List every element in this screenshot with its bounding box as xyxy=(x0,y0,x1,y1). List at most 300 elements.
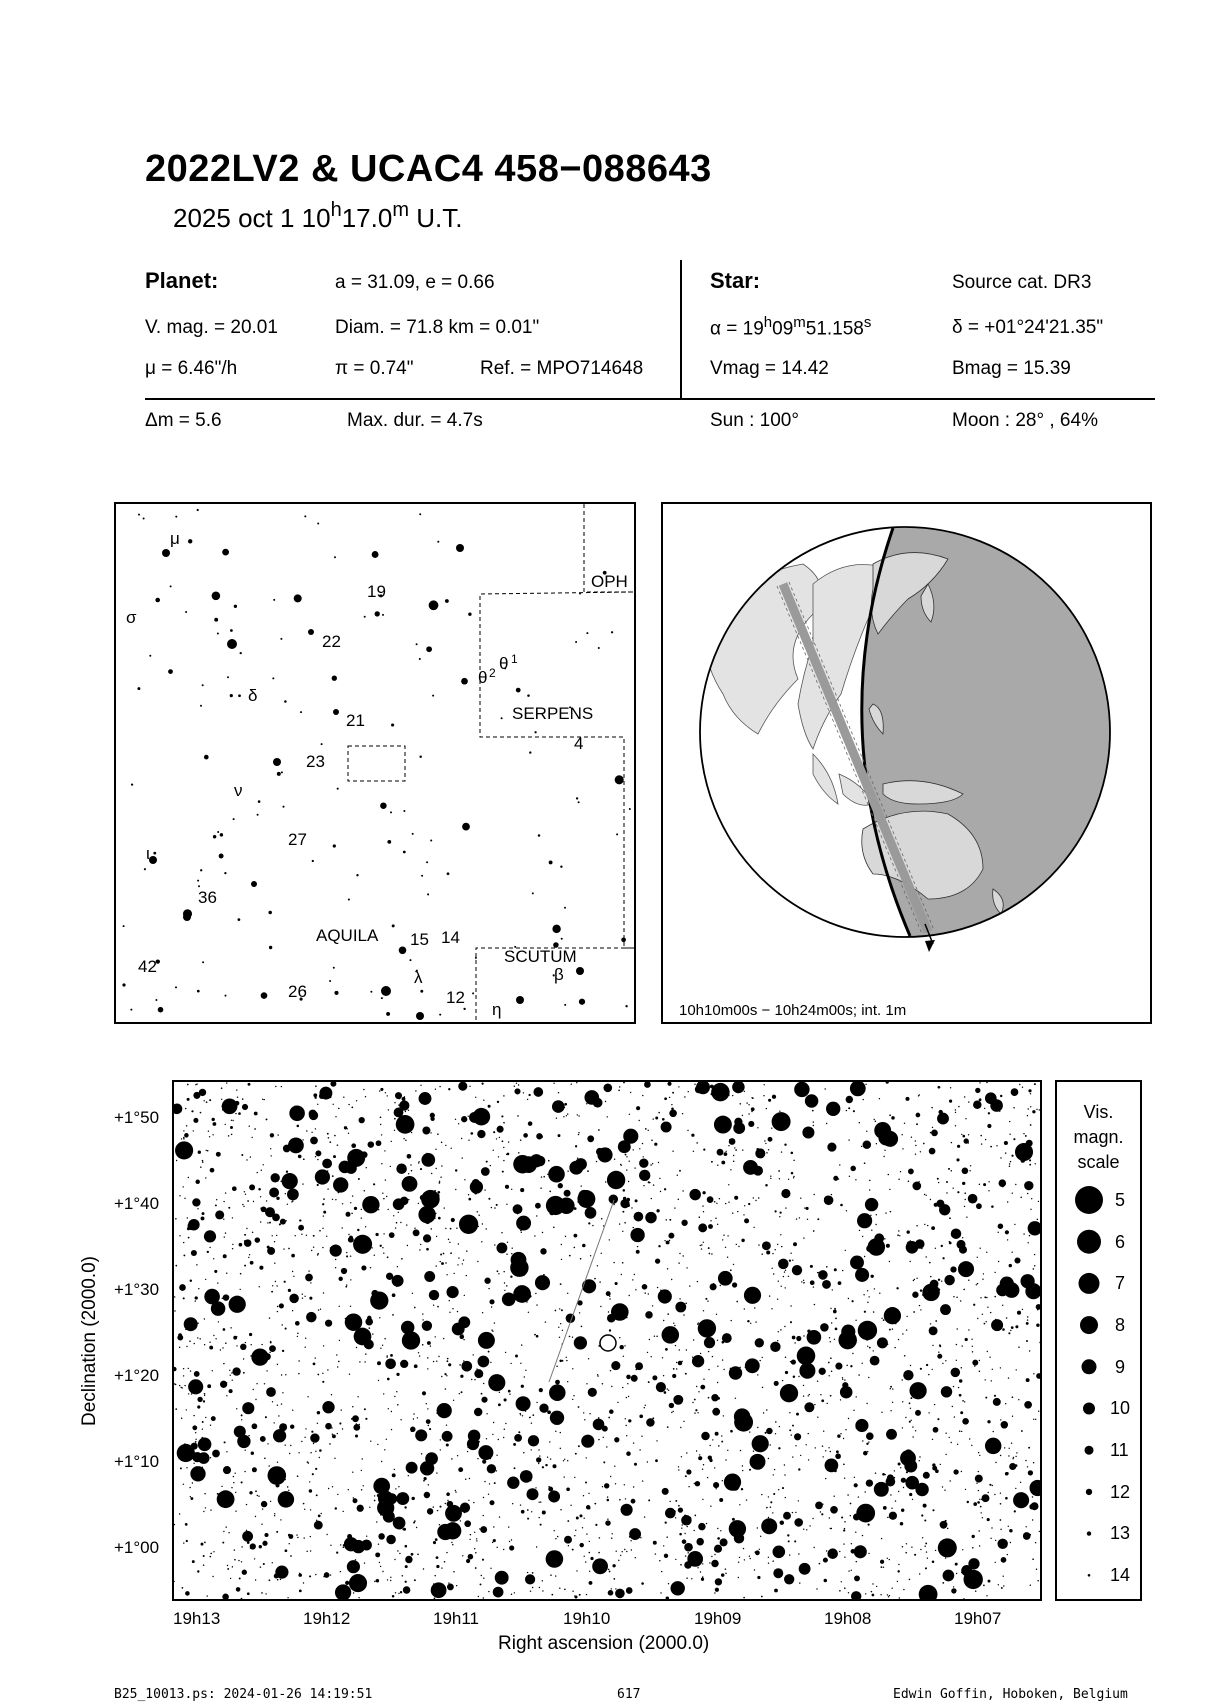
field-star xyxy=(962,1549,963,1550)
field-star xyxy=(686,1577,688,1579)
field-star xyxy=(357,1396,358,1397)
field-star xyxy=(460,1375,463,1378)
field-star xyxy=(679,1253,680,1254)
y-tick-1-00: +1°00 xyxy=(114,1538,160,1557)
field-star xyxy=(963,1135,966,1138)
field-star xyxy=(212,1370,213,1371)
field-star xyxy=(708,1351,709,1352)
field-star xyxy=(892,1328,893,1329)
field-star xyxy=(374,1581,376,1583)
field-star xyxy=(666,1536,668,1538)
field-star xyxy=(850,1256,864,1270)
field-star xyxy=(395,1592,396,1593)
field-star xyxy=(284,1281,286,1283)
field-star xyxy=(859,1273,860,1274)
field-star xyxy=(555,1310,557,1312)
field-star xyxy=(270,1133,274,1137)
field-star xyxy=(541,1176,542,1177)
finder-star xyxy=(273,599,275,601)
field-star xyxy=(535,1156,546,1167)
field-star xyxy=(590,1557,593,1560)
field-star xyxy=(937,1291,938,1292)
field-star xyxy=(252,1423,258,1429)
field-star xyxy=(687,1130,688,1131)
field-star xyxy=(552,1464,556,1468)
field-star xyxy=(581,1326,583,1328)
field-star xyxy=(651,1356,652,1357)
field-star xyxy=(765,1143,766,1144)
field-star xyxy=(654,1143,657,1146)
field-star xyxy=(902,1427,903,1428)
field-star xyxy=(280,1181,282,1183)
field-star xyxy=(279,1303,284,1308)
field-star xyxy=(784,1386,794,1396)
field-star xyxy=(520,1413,521,1414)
field-star xyxy=(481,1393,483,1395)
field-star xyxy=(576,1517,579,1520)
field-star xyxy=(694,1084,695,1085)
field-star xyxy=(241,1481,243,1483)
field-star xyxy=(399,1553,400,1554)
field-star xyxy=(285,1445,286,1446)
field-star xyxy=(623,1082,625,1083)
field-star xyxy=(539,1587,540,1588)
field-star xyxy=(413,1418,414,1419)
field-star xyxy=(733,1086,734,1087)
field-star xyxy=(777,1299,778,1300)
field-star xyxy=(760,1360,761,1361)
field-star xyxy=(222,1594,229,1599)
field-star xyxy=(582,1279,596,1293)
field-star xyxy=(395,1227,396,1228)
field-star xyxy=(1007,1554,1008,1555)
field-star xyxy=(971,1339,972,1340)
field-star xyxy=(455,1189,456,1190)
star-ra xyxy=(710,314,871,340)
field-star xyxy=(668,1583,669,1584)
legend-mag-8: 8 xyxy=(1115,1315,1126,1335)
field-star xyxy=(534,1235,535,1236)
field-star xyxy=(190,1279,192,1281)
field-star xyxy=(542,1590,543,1591)
field-star xyxy=(613,1578,615,1580)
field-star xyxy=(222,1098,238,1114)
field-star xyxy=(856,1396,857,1397)
field-star xyxy=(689,1285,690,1286)
field-star xyxy=(274,1241,275,1242)
field-star xyxy=(789,1412,790,1413)
field-star xyxy=(353,1497,354,1498)
field-star xyxy=(474,1369,483,1378)
field-star xyxy=(201,1216,205,1220)
field-star xyxy=(877,1337,888,1348)
field-star xyxy=(289,1106,305,1122)
field-star xyxy=(225,1526,226,1527)
field-star xyxy=(744,1205,745,1206)
field-star xyxy=(245,1342,246,1343)
field-star xyxy=(909,1579,911,1581)
field-star xyxy=(335,1584,351,1599)
field-star xyxy=(315,1468,317,1470)
field-star xyxy=(784,1574,794,1584)
field-star xyxy=(342,1428,343,1429)
field-star xyxy=(232,1120,233,1121)
field-star xyxy=(826,1102,840,1116)
field-star xyxy=(645,1311,652,1318)
field-star xyxy=(803,1280,804,1281)
field-star xyxy=(730,1169,731,1170)
field-star xyxy=(555,1431,556,1432)
field-star xyxy=(441,1376,442,1377)
field-star xyxy=(252,1232,253,1233)
field-star xyxy=(480,1583,482,1585)
field-star xyxy=(244,1234,246,1236)
field-star xyxy=(916,1123,918,1125)
field-star xyxy=(896,1287,898,1289)
field-star xyxy=(626,1425,627,1426)
field-star xyxy=(983,1273,984,1274)
field-star xyxy=(435,1265,436,1266)
field-star xyxy=(923,1143,925,1145)
field-star xyxy=(703,1242,704,1243)
field-star xyxy=(626,1551,627,1552)
field-star xyxy=(228,1532,229,1533)
field-star xyxy=(542,1511,546,1515)
field-star xyxy=(260,1207,262,1209)
field-star xyxy=(280,1496,282,1498)
field-star xyxy=(298,1225,304,1231)
field-star xyxy=(618,1089,620,1091)
field-star xyxy=(174,1296,175,1297)
field-star xyxy=(367,1316,371,1320)
label-27: 27 xyxy=(288,830,307,849)
field-star xyxy=(1026,1378,1030,1382)
field-star xyxy=(700,1245,701,1246)
field-star xyxy=(278,1134,279,1135)
field-star xyxy=(809,1394,810,1395)
field-star xyxy=(774,1381,779,1386)
field-star xyxy=(1034,1254,1035,1255)
field-star xyxy=(749,1469,751,1471)
field-star xyxy=(339,1422,341,1424)
field-star xyxy=(714,1592,715,1593)
field-star xyxy=(825,1478,826,1479)
field-star xyxy=(852,1300,854,1302)
field-star xyxy=(359,1424,360,1425)
field-star xyxy=(309,1110,317,1118)
field-star xyxy=(572,1337,573,1338)
field-star xyxy=(626,1156,627,1157)
field-star xyxy=(197,1570,199,1572)
field-star xyxy=(748,1104,749,1105)
field-star xyxy=(951,1442,952,1443)
field-star xyxy=(195,1441,197,1443)
field-star xyxy=(658,1245,660,1247)
field-star xyxy=(405,1581,407,1583)
finder-star xyxy=(390,811,392,813)
field-star xyxy=(592,1558,608,1574)
field-star xyxy=(316,1494,318,1496)
field-star xyxy=(779,1216,780,1217)
field-star xyxy=(707,1477,708,1478)
field-star xyxy=(755,1551,757,1553)
field-star xyxy=(190,1466,205,1481)
field-star xyxy=(901,1478,906,1483)
field-star xyxy=(652,1214,653,1215)
field-star xyxy=(471,1379,472,1380)
field-star xyxy=(634,1463,637,1466)
field-star xyxy=(988,1580,991,1583)
legend-dot xyxy=(1085,1446,1094,1455)
field-star xyxy=(899,1235,900,1236)
field-star xyxy=(737,1211,738,1212)
field-star xyxy=(521,1344,522,1345)
finder-star xyxy=(437,541,439,543)
field-star xyxy=(603,1461,605,1463)
field-star xyxy=(1026,1322,1029,1325)
field-star xyxy=(244,1191,245,1192)
field-star xyxy=(977,1501,980,1504)
field-star xyxy=(584,1518,585,1519)
field-star xyxy=(558,1198,574,1214)
constellation-serpens: SERPENS xyxy=(512,704,594,723)
field-star xyxy=(260,1355,262,1357)
field-star xyxy=(826,1123,827,1124)
field-star xyxy=(315,1150,321,1156)
field-star xyxy=(1023,1233,1024,1234)
field-star xyxy=(640,1537,641,1538)
field-star xyxy=(915,1410,921,1416)
field-star xyxy=(448,1088,450,1090)
field-star xyxy=(653,1541,657,1545)
finder-chart xyxy=(114,502,636,1024)
field-star xyxy=(578,1134,579,1135)
field-star xyxy=(440,1439,441,1440)
field-star xyxy=(566,1360,567,1361)
field-star xyxy=(527,1099,528,1100)
field-star xyxy=(195,1300,196,1301)
field-star xyxy=(1025,1135,1027,1137)
field-star xyxy=(310,1536,311,1537)
field-star xyxy=(228,1207,230,1209)
field-star xyxy=(644,1082,651,1088)
field-star xyxy=(779,1111,780,1112)
field-star xyxy=(1038,1201,1039,1202)
field-star xyxy=(426,1403,427,1404)
field-star xyxy=(817,1417,818,1418)
field-star xyxy=(200,1166,202,1168)
field-star xyxy=(744,1559,745,1560)
field-star xyxy=(913,1311,915,1313)
field-star xyxy=(1028,1242,1029,1243)
field-star xyxy=(739,1557,740,1558)
field-star xyxy=(204,1393,206,1395)
field-star xyxy=(322,1203,324,1205)
field-star xyxy=(770,1429,771,1430)
finder-star xyxy=(598,647,600,649)
field-star xyxy=(957,1145,960,1148)
field-star xyxy=(752,1435,769,1452)
field-star xyxy=(981,1143,982,1144)
field-star xyxy=(405,1545,408,1548)
field-star xyxy=(282,1324,283,1325)
field-star xyxy=(980,1297,981,1298)
field-star xyxy=(316,1117,317,1118)
field-star xyxy=(666,1596,669,1599)
field-star xyxy=(919,1460,920,1461)
field-star xyxy=(609,1329,611,1331)
field-star xyxy=(883,1506,887,1510)
field-star xyxy=(808,1433,809,1434)
field-star xyxy=(1027,1466,1028,1467)
field-star xyxy=(1024,1401,1032,1409)
field-star xyxy=(427,1341,431,1345)
field-star xyxy=(338,1361,340,1363)
field-star xyxy=(478,1356,490,1368)
field-star xyxy=(385,1179,386,1180)
field-star xyxy=(459,1215,478,1234)
field-star xyxy=(708,1247,710,1249)
field-star xyxy=(260,1436,266,1442)
field-star xyxy=(742,1465,743,1466)
field-star xyxy=(858,1374,860,1376)
field-star xyxy=(702,1499,703,1500)
field-star xyxy=(560,1448,561,1449)
field-star xyxy=(227,1568,229,1570)
field-star xyxy=(930,1323,931,1324)
field-star xyxy=(718,1445,720,1447)
field-star xyxy=(618,1560,619,1561)
field-star xyxy=(1030,1093,1031,1094)
field-star xyxy=(968,1134,969,1135)
field-star xyxy=(536,1335,539,1338)
field-star xyxy=(305,1428,306,1429)
field-star xyxy=(782,1487,784,1489)
field-star xyxy=(595,1524,597,1526)
field-star xyxy=(844,1587,846,1589)
field-star xyxy=(282,1173,298,1189)
field-star xyxy=(560,1283,562,1285)
field-star xyxy=(400,1360,408,1368)
field-star xyxy=(576,1570,577,1571)
field-star xyxy=(214,1301,215,1302)
field-star xyxy=(754,1307,755,1308)
field-star xyxy=(204,1542,206,1544)
field-star xyxy=(272,1235,273,1236)
star-field xyxy=(172,1080,1042,1601)
field-star xyxy=(933,1427,939,1433)
field-star xyxy=(711,1560,719,1568)
field-star xyxy=(743,1214,744,1215)
field-star xyxy=(482,1223,483,1224)
field-star xyxy=(855,1532,856,1533)
field-star xyxy=(1028,1470,1033,1475)
field-star xyxy=(886,1082,889,1084)
field-star xyxy=(230,1126,233,1129)
field-star xyxy=(799,1563,811,1575)
field-star xyxy=(542,1580,543,1581)
field-star xyxy=(245,1450,246,1451)
field-star xyxy=(306,1551,307,1552)
field-star xyxy=(696,1450,697,1451)
field-star xyxy=(888,1596,889,1597)
field-star xyxy=(734,1118,742,1126)
field-star xyxy=(319,1449,322,1452)
field-star xyxy=(491,1207,492,1208)
field-star xyxy=(768,1137,773,1142)
legend-dot xyxy=(1075,1186,1103,1214)
field-star xyxy=(887,1558,888,1559)
field-star xyxy=(503,1437,504,1438)
star-dec: δ = +01°24'21.35" xyxy=(952,317,1104,338)
finder-star xyxy=(560,866,562,868)
planet-orbit: a = 31.09, e = 0.66 xyxy=(335,272,495,293)
field-star xyxy=(203,1564,205,1566)
field-star xyxy=(266,1118,268,1120)
field-star xyxy=(675,1302,686,1313)
field-star xyxy=(253,1389,254,1390)
field-star xyxy=(848,1570,849,1571)
field-star xyxy=(422,1344,424,1346)
field-star xyxy=(587,1135,594,1142)
field-star xyxy=(235,1511,236,1512)
field-star xyxy=(408,1199,409,1200)
field-star xyxy=(426,1419,431,1424)
field-star xyxy=(183,1137,185,1139)
planet-heading: Planet: xyxy=(145,268,219,293)
field-star xyxy=(859,1230,860,1231)
field-star xyxy=(1009,1166,1011,1168)
legend-mag-14: 14 xyxy=(1110,1565,1131,1585)
field-star xyxy=(785,1287,786,1288)
field-star xyxy=(187,1084,189,1086)
field-star xyxy=(348,1542,349,1543)
finder-star xyxy=(185,611,187,613)
field-star xyxy=(775,1249,776,1250)
field-star xyxy=(687,1526,688,1527)
field-star xyxy=(777,1244,778,1245)
field-star xyxy=(460,1520,461,1521)
field-star xyxy=(464,1295,465,1296)
field-star xyxy=(827,1143,836,1152)
field-star xyxy=(420,1168,422,1170)
field-star xyxy=(1035,1542,1036,1543)
field-star xyxy=(780,1520,784,1524)
field-star xyxy=(468,1194,469,1195)
field-star xyxy=(404,1506,406,1508)
field-star xyxy=(973,1502,977,1506)
field-star xyxy=(735,1149,737,1151)
field-star xyxy=(1029,1235,1030,1236)
field-star xyxy=(619,1345,623,1349)
field-star xyxy=(406,1224,407,1225)
field-star xyxy=(405,1556,412,1563)
field-star xyxy=(830,1451,831,1452)
finder-bright-star xyxy=(416,1012,424,1020)
field-star xyxy=(834,1268,837,1271)
field-star xyxy=(993,1449,994,1450)
field-star xyxy=(734,1283,736,1285)
field-star xyxy=(711,1394,718,1401)
field-star xyxy=(792,1336,796,1340)
field-star xyxy=(251,1452,254,1455)
finder-star xyxy=(611,631,613,633)
field-star xyxy=(250,1156,251,1157)
field-star xyxy=(520,1188,524,1192)
field-star xyxy=(325,1320,332,1327)
field-star xyxy=(304,1437,305,1438)
field-star xyxy=(770,1444,771,1445)
